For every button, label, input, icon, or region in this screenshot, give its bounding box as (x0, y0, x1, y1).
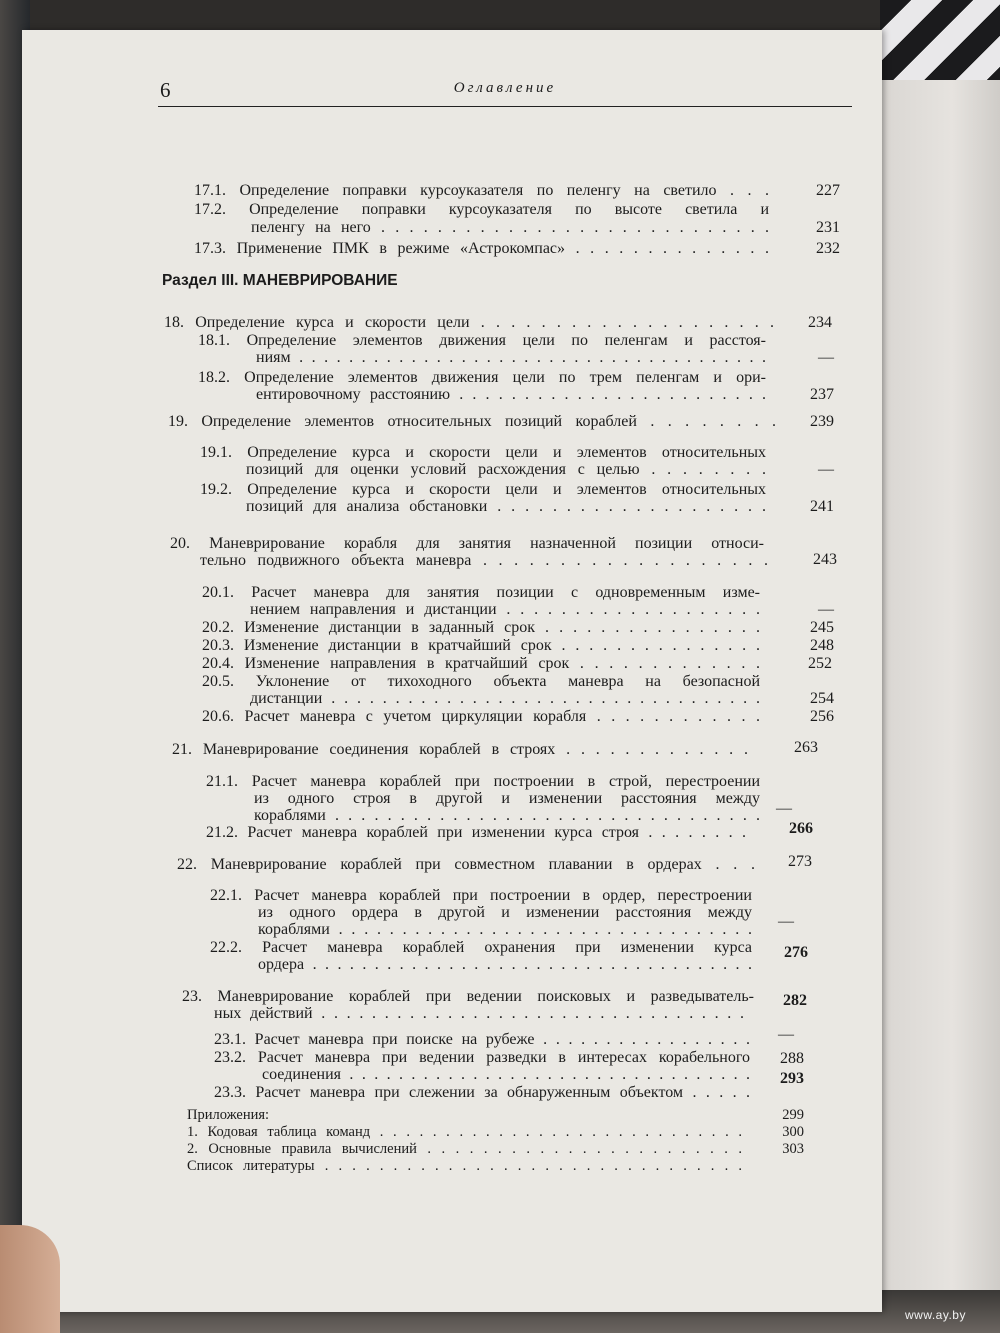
toc-page: 282 (783, 992, 807, 1009)
toc-entry-20-cont: тельно подвижного объекта маневра . . . . . . . . . . . . . . . . . . . (200, 552, 768, 569)
toc-page: 252 (808, 655, 832, 672)
running-title: Оглавление (453, 80, 557, 96)
toc-entry-23-2: 23.2. Расчет маневра при ведении разведки в интересах корабельного (214, 1049, 750, 1066)
toc-page: — (818, 349, 834, 366)
toc-entry-19-2-cont: позиций для анализа обстановки . . . . . . . . . . . . . . . . . . . . (246, 498, 766, 515)
toc-entry-17-2: 17.2. Определение поправки курсоуказателя по высоте светила и (194, 201, 769, 218)
toc-entry-18-1: 18.1. Определение элементов движения цели по пеленгам и расстоя- (198, 332, 766, 349)
toc-page: 273 (788, 853, 812, 870)
toc-page: 299 (782, 1107, 804, 1123)
toc-page: 254 (810, 690, 834, 707)
toc-page: 227 (816, 182, 840, 199)
watermark: www.ay.by (905, 1308, 966, 1322)
toc-entry-18: 18. Определение курса и скорости цели . . . . . . . . . . . . . . . . . . . . (164, 314, 774, 331)
toc-entry-18-2: 18.2. Определение элементов движения цели по трем пеленгам и ори- (198, 369, 766, 386)
toc-entry-19-1-cont: позиций для оценки условий расхождения с целью . . . . . . . . (246, 461, 766, 478)
toc-entry-20-1-cont: нением направления и дистанции . . . . . . . . . . . . . . . . . . . (250, 601, 760, 618)
toc-page: 234 (808, 314, 832, 331)
toc-entry-20-2: 20.2. Изменение дистанции в заданный срок . . . . . . . . . . . . . . . . (202, 619, 760, 636)
toc-page: 276 (784, 944, 808, 961)
toc-page: 245 (810, 619, 834, 636)
toc-page: — (776, 800, 792, 817)
toc-entry-23-2-cont: соединения . . . . . . . . . . . . . . . . . . . . . . . . . . . . . . . . . (262, 1066, 750, 1083)
toc-entry-19-1: 19.1. Определение курса и скорости цели и элементов относительных (200, 444, 766, 461)
toc-page: 288 (780, 1050, 804, 1067)
toc-entry-20-6: 20.6. Расчет маневра с учетом циркуляции корабля . . . . . . . . . . . . (202, 708, 760, 725)
toc-entry-18-2-cont: ентировочному расстоянию . . . . . . . . . . . . . . . . . . . . . . . . (256, 386, 766, 403)
toc-page: — (778, 1026, 794, 1043)
toc-page: 231 (816, 219, 840, 236)
toc-page: 256 (810, 708, 834, 725)
toc-page: 263 (794, 739, 818, 756)
section-heading: Раздел III. МАНЕВРИРОВАНИЕ (162, 272, 398, 289)
toc-page: 303 (782, 1141, 804, 1157)
toc-page: — (818, 461, 834, 478)
toc-entry-23-cont: ных действий . . . . . . . . . . . . . . . . . . . . . . . . . . . . . . . . . . (214, 1005, 744, 1022)
toc-entry-20-5-cont: дистанции . . . . . . . . . . . . . . . . . . . . . . . . . . . . . . . . . . (250, 690, 760, 707)
toc-page: 300 (782, 1124, 804, 1140)
toc-page: 293 (780, 1070, 804, 1087)
toc-entry-20-3: 20.3. Изменение дистанции в кратчайший срок . . . . . . . . . . . . . . . (202, 637, 760, 654)
toc-entry-22-2: 22.2. Расчет маневра кораблей охранения при изменении курса (210, 939, 752, 956)
toc-page: 243 (813, 551, 837, 568)
toc-entry-21-1-cont2: кораблями . . . . . . . . . . . . . . . . . . . . . . . . . . . . . . . . . (254, 807, 760, 824)
toc-entry-23-3: 23.3. Расчет маневра при слежении за обнаруженным объектом . . . . . (214, 1084, 750, 1101)
toc-entry-21-1: 21.1. Расчет маневра кораблей при построении в строй, перестроении (206, 773, 760, 790)
toc-entry-19: 19. Определение элементов относительных позиций кораблей . . . . . . . . (168, 413, 776, 430)
toc-entry-23-1: 23.1. Расчет маневра при поиске на рубеже . . . . . . . . . . . . . . . . . (214, 1031, 750, 1048)
toc-page: 237 (810, 386, 834, 403)
toc-entry-19-2: 19.2. Определение курса и скорости цели и элементов относительных (200, 481, 766, 498)
background-surface (880, 60, 1000, 1333)
toc-entry-17-1: 17.1. Определение поправки курсоуказателя по пеленгу на светило . . . (194, 182, 769, 199)
toc-entry-22-1-cont: из одного ордера в другой и изменении расстояния между (258, 904, 752, 921)
toc-page: — (818, 601, 834, 618)
page-number: 6 (160, 78, 171, 102)
toc-entry-20-4: 20.4. Изменение направления в кратчайший срок . . . . . . . . . . . . . (202, 655, 760, 672)
toc-entry-21-1-cont: из одного строя в другой и изменении расстояния между (254, 790, 760, 807)
toc-entry-20: 20. Маневрирование корабля для занятия назначенной позиции относи- (170, 535, 764, 552)
toc-page: 248 (810, 637, 834, 654)
book-page (22, 30, 882, 1312)
toc-page: 266 (789, 820, 813, 837)
toc-entry-22-1-cont2: кораблями . . . . . . . . . . . . . . . . . . . . . . . . . . . . . . . . . (258, 921, 752, 938)
toc-entry-23: 23. Маневрирование кораблей при ведении поисковых и разведыватель- (182, 988, 754, 1005)
toc-entry-22: 22. Маневрирование кораблей при совместном плавании в ордерах . . . (177, 856, 755, 873)
toc-appendix-1: 1. Кодовая таблица команд . . . . . . . . . . . . . . . . . . . . . . . . . . . . (187, 1124, 742, 1140)
thumb (0, 1225, 60, 1333)
toc-appendices-heading: Приложения: (187, 1107, 270, 1123)
toc-entry-20-1: 20.1. Расчет маневра для занятия позиции с одновременным изме- (202, 584, 760, 601)
toc-page: 232 (816, 240, 840, 257)
toc-entry-22-1: 22.1. Расчет маневра кораблей при построении в ордер, перестроении (210, 887, 752, 904)
toc-entry-17-3: 17.3. Применение ПМК в режиме «Астрокомпас» . . . . . . . . . . . . . . (194, 240, 769, 257)
toc-entry-21: 21. Маневрирование соединения кораблей в строях . . . . . . . . . . . . . (172, 741, 748, 758)
toc-page: 241 (810, 498, 834, 515)
toc-appendix-2: 2. Основные правила вычислений . . . . . . . . . . . . . . . . . . . . . . . (187, 1141, 742, 1157)
table-of-contents (22, 30, 882, 1312)
toc-entry-18-1-cont: ниям . . . . . . . . . . . . . . . . . . . . . . . . . . . . . . . . . . . . . . (256, 349, 766, 366)
toc-page: — (778, 913, 794, 930)
toc-page: 239 (810, 413, 834, 430)
toc-references: Список литературы . . . . . . . . . . . . . . . . . . . . . . . . . . . . . . . (187, 1158, 742, 1174)
toc-entry-22-2-cont: ордера . . . . . . . . . . . . . . . . . . . . . . . . . . . . . . . . . . . . (258, 956, 752, 973)
toc-entry-21-2: 21.2. Расчет маневра кораблей при изменении курса строя . . . . . . . . (206, 824, 746, 841)
toc-entry-17-2-cont: пеленгу на него . . . . . . . . . . . . . . . . . . . . . . . . . . . . (251, 219, 769, 236)
background-fabric (880, 0, 1000, 80)
toc-entry-20-5: 20.5. Уклонение от тихоходного объекта маневра на безопасной (202, 673, 760, 690)
